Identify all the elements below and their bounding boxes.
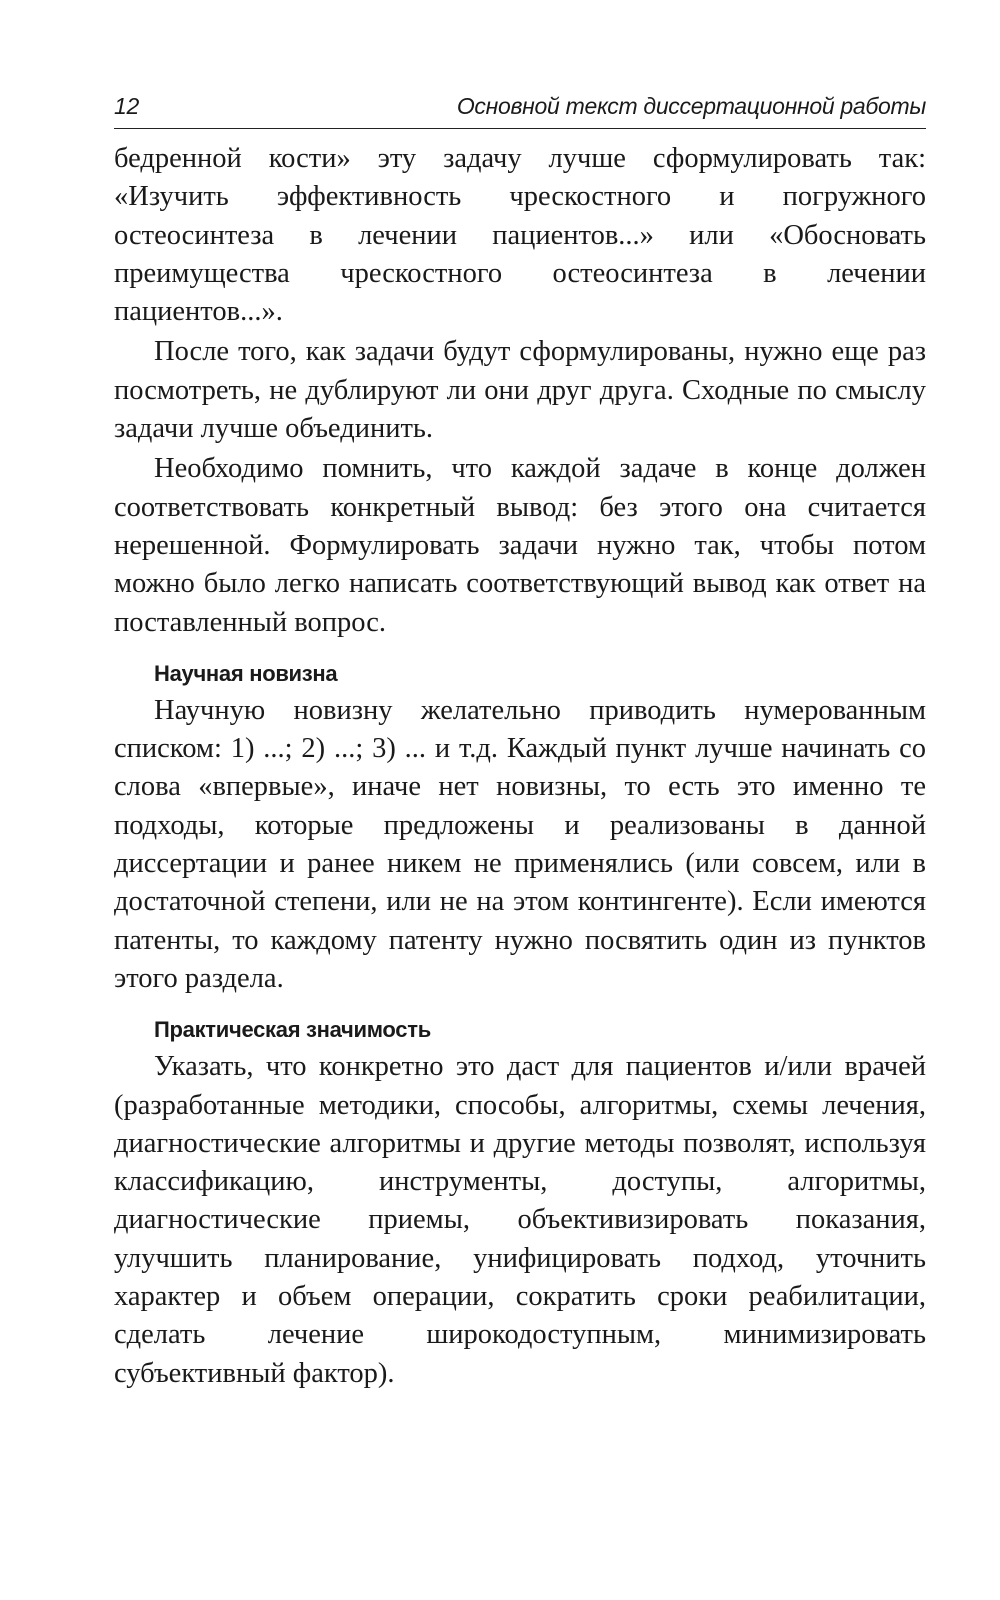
section-heading-novelty: Научная новизна bbox=[154, 660, 338, 686]
paragraph-practical: Указать, что конкретно это даст для пациентов и/или врачей (разработанные методики, способы, алгоритмы, схемы лечения, диагностические алгоритмы и другие методы позволят, используя классификацию, инструменты, доступы, алгоритмы, диагностические приемы, объективизировать показания, улучшить планирование, унифицировать подход, уточнить характер и объем операции, сократить сроки реабилитации, сделать лечение широкодоступным, минимизировать субъективный фактор). bbox=[114, 1051, 926, 1389]
section-heading-practical: Практическая значимость bbox=[154, 1017, 431, 1043]
page-number: 12 bbox=[114, 93, 139, 119]
running-title: Основной текст диссертационной работы bbox=[456, 93, 926, 119]
running-header bbox=[114, 88, 926, 129]
paragraph-novelty: Научную новизну желательно приводить нумерованным списком: 1) ...; 2) ...; 3) ... и т.д. Каждый пункт лучше начинать со слова «впервые», иначе нет новизны, то есть это именно те подходы, которые предложены и реализованы в данной диссертации и ранее никем не применялись (или совсем, или в достаточной степени, или не на этом контингенте). Если имеются патенты, то каждому патенту нужно посвятить один из пунктов этого раздела. bbox=[114, 694, 926, 994]
paragraph-tasks-review: После того, как задачи будут сформулированы, нужно еще раз посмотреть, не дублируют ли они друг друга. Сходные по смыслу задачи лучше объединить. bbox=[114, 336, 926, 445]
continuation-paragraph: бедренной кости» эту задачу лучше сформулировать так: «Изучить эффективность чрескостного и погружного остеосинтеза в лечении пациентов...» или «Обосновать преимущества чрескостного остеосинтеза в лечении пациентов...». bbox=[114, 143, 926, 328]
paragraph-tasks-conclusions: Необходимо помнить, что каждой задаче в конце должен соответствовать конкретный вывод: без этого она считается нерешенной. Формулировать задачи нужно так, чтобы потом можно было легко написать соответствующий вывод как ответ на поставленный вопрос. bbox=[114, 453, 926, 638]
body-text bbox=[114, 140, 926, 1393]
